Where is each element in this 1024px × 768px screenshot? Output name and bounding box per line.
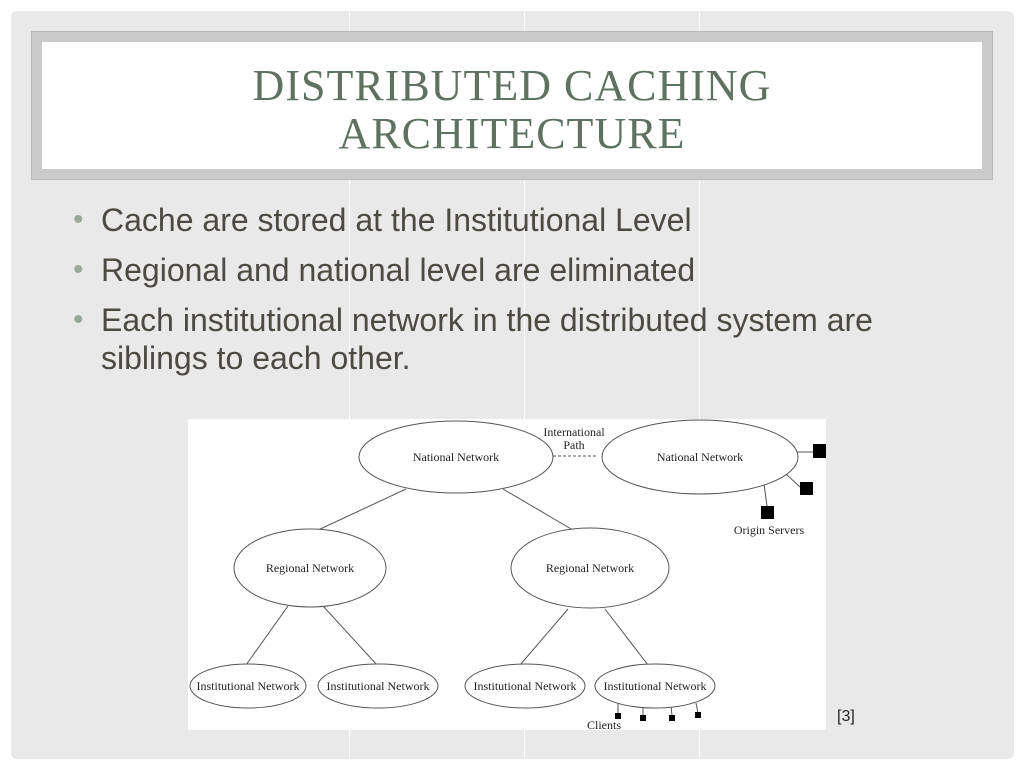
bullet-item — [71, 301, 951, 377]
bullet-marker: • — [73, 203, 84, 236]
origin-server-icon — [761, 506, 774, 519]
client-icon — [695, 712, 701, 718]
path-label: Path — [563, 438, 585, 452]
node-label: Institutional Network — [473, 679, 577, 693]
path-label: International — [543, 425, 605, 439]
client-icon — [640, 715, 646, 721]
client-link — [696, 703, 698, 713]
node-label: Institutional Network — [326, 679, 430, 693]
tree-edge — [520, 609, 568, 665]
bullet-list — [71, 201, 951, 389]
node-label: Institutional Network — [603, 679, 707, 693]
tree-edge — [605, 609, 648, 665]
title-line-2: ARCHITECTURE — [338, 109, 686, 158]
node-label: National Network — [412, 450, 500, 464]
bullet-marker: • — [73, 303, 84, 336]
tree-edge — [246, 606, 288, 665]
citation: [3] — [837, 708, 855, 725]
title-box — [42, 42, 982, 169]
server-link — [786, 474, 800, 487]
bullet-item — [71, 201, 951, 239]
tree-edge — [323, 606, 377, 665]
bullet-item — [71, 251, 951, 289]
node-label: National Network — [656, 450, 744, 464]
title-line-1: DISTRIBUTED CACHING — [252, 61, 772, 110]
slide — [11, 11, 1014, 759]
server-link — [764, 484, 767, 506]
node-label: Institutional Network — [196, 679, 300, 693]
slide-title — [42, 62, 982, 158]
node-label: Regional Network — [545, 561, 635, 575]
bullet-text: Cache are stored at the Institutional Level — [101, 202, 692, 238]
bullet-text: Each institutional network in the distributed system are siblings to each other. — [101, 302, 873, 376]
bullet-text: Regional and national level are eliminated — [101, 252, 696, 288]
origin-servers-label: Origin Servers — [733, 523, 805, 537]
origin-server-icon — [800, 482, 813, 495]
node-label: Regional Network — [265, 561, 355, 575]
title-frame — [31, 31, 993, 180]
origin-server-icon — [813, 444, 826, 458]
caching-architecture-diagram — [188, 419, 826, 730]
tree-edge — [503, 489, 578, 533]
clients-label: Clients — [586, 718, 622, 730]
client-icon — [669, 715, 675, 721]
tree-edge — [316, 489, 406, 531]
bullet-marker: • — [73, 253, 84, 286]
